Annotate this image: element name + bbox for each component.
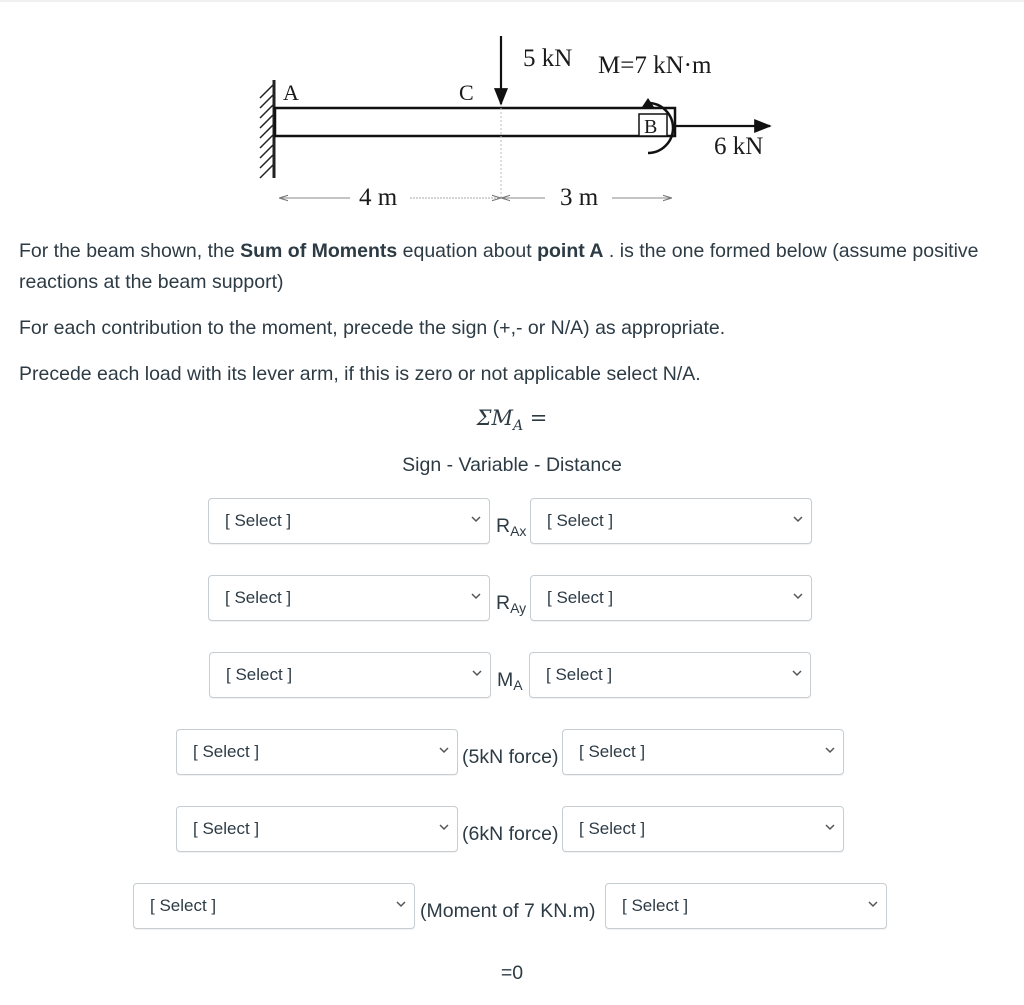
select-value: [ Select ] — [579, 742, 646, 761]
chevron-down-icon — [438, 821, 450, 833]
select-value: [ Select ] — [225, 588, 292, 607]
var-sub: Ay — [510, 600, 527, 616]
equation-label — [0, 406, 1024, 434]
distance-select-6kn-force[interactable] — [562, 806, 844, 852]
label-moment: M=7 kN·m — [598, 52, 712, 79]
beam — [275, 108, 675, 136]
select-value: [ Select ] — [622, 896, 689, 915]
select-value: [ Select ] — [150, 896, 217, 915]
select-value: [ Select ] — [193, 819, 260, 838]
instruction-paragraph-2: For each contribution to the moment, precede the sign (+,- or N/A) as appropriate. — [19, 317, 726, 339]
beam-diagram — [0, 0, 1024, 230]
chevron-down-icon — [395, 898, 407, 910]
distance-select-moment-7knm[interactable] — [605, 883, 887, 929]
equals-sign: = — [523, 406, 548, 430]
distance-select-5kn-force[interactable] — [562, 729, 844, 775]
select-value: [ Select ] — [579, 819, 646, 838]
chevron-down-icon — [824, 821, 836, 833]
column-header: Sign - Variable - Distance — [402, 454, 622, 476]
p1-text-b: equation about — [397, 240, 538, 262]
sigma-m-sub: A — [512, 418, 524, 435]
var-text: R — [496, 515, 511, 537]
instruction-paragraph-3: Precede each load with its lever arm, if this is zero or not applicable select N/A. — [19, 363, 701, 385]
variable-5kn-force — [462, 745, 558, 769]
select-value: [ Select ] — [193, 742, 260, 761]
sigma-m: ΣM — [476, 406, 513, 430]
chevron-down-icon — [470, 590, 482, 602]
equation-footer: =0 — [500, 962, 524, 984]
variable-rax — [496, 514, 526, 543]
distance-select-rax[interactable] — [530, 498, 812, 544]
var-sub: Ax — [510, 523, 527, 539]
sign-select-6kn-force[interactable] — [176, 806, 458, 852]
variable-ray — [496, 591, 526, 620]
label-point-b: B — [644, 116, 658, 138]
var-text: (5kN force) — [462, 746, 559, 768]
select-value: [ Select ] — [547, 511, 614, 530]
variable-6kn-force — [462, 822, 558, 846]
label-dim-4m: 4 m — [359, 184, 398, 211]
sign-select-5kn-force[interactable] — [176, 729, 458, 775]
var-text: M — [497, 669, 514, 691]
distance-select-ma[interactable] — [529, 652, 811, 698]
label-point-c: C — [459, 80, 474, 105]
var-text: R — [496, 592, 511, 614]
sign-select-ma[interactable] — [209, 652, 491, 698]
select-value: [ Select ] — [547, 588, 614, 607]
p1-bold-point-a: point A — [537, 240, 604, 262]
variable-ma — [497, 668, 523, 697]
p1-bold-sum-of-moments: Sum of Moments — [240, 240, 398, 262]
distance-select-ray[interactable] — [530, 575, 812, 621]
select-value: [ Select ] — [546, 665, 613, 684]
variable-moment-7knm — [420, 899, 596, 923]
chevron-down-icon — [792, 513, 804, 525]
sign-select-moment-7knm[interactable] — [133, 883, 415, 929]
var-text: (Moment of 7 KN.m) — [420, 900, 596, 922]
sign-select-rax[interactable] — [208, 498, 490, 544]
label-5kn: 5 kN — [523, 45, 573, 72]
select-value: [ Select ] — [225, 511, 292, 530]
sign-select-ray[interactable] — [208, 575, 490, 621]
label-point-a: A — [283, 80, 299, 105]
chevron-down-icon — [824, 744, 836, 756]
var-text: (6kN force) — [462, 823, 559, 845]
chevron-down-icon — [867, 898, 879, 910]
var-sub: A — [513, 677, 523, 693]
chevron-down-icon — [470, 513, 482, 525]
p1-text-a: For the beam shown, the — [19, 240, 241, 262]
select-value: [ Select ] — [226, 665, 293, 684]
chevron-down-icon — [792, 590, 804, 602]
chevron-down-icon — [438, 744, 450, 756]
label-dim-3m: 3 m — [560, 184, 599, 211]
chevron-down-icon — [471, 667, 483, 679]
p1-text-c: . is the one formed below (assume positive reactions at the beam support) — [19, 240, 979, 293]
chevron-down-icon — [791, 667, 803, 679]
instruction-paragraph-1 — [19, 236, 979, 298]
fixed-support-icon — [260, 80, 274, 178]
label-6kn: 6 kN — [714, 133, 764, 160]
